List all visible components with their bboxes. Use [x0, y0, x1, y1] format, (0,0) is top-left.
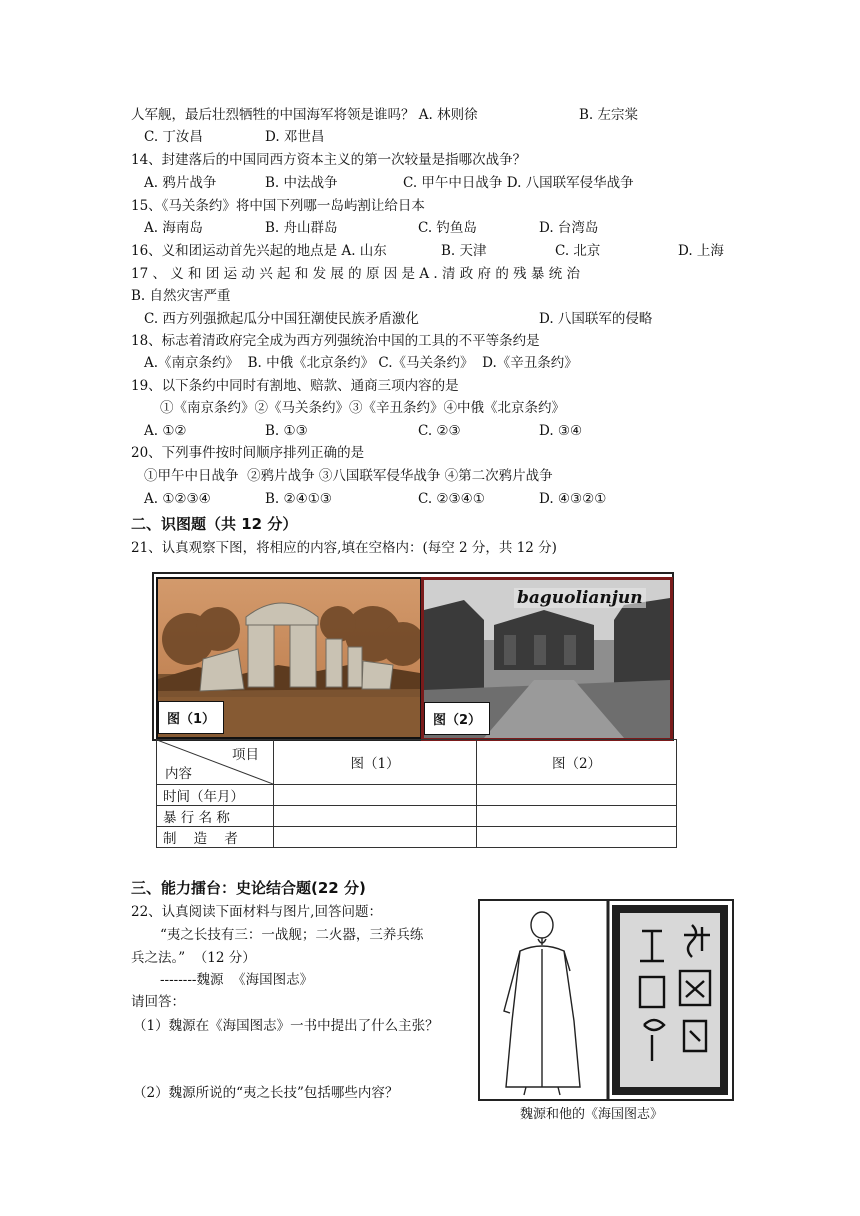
- q13-option-b: B. 左宗棠: [579, 107, 639, 123]
- q16-option-c: C. 北京: [555, 243, 601, 259]
- figure-1-photo: [156, 577, 422, 739]
- figure-2-overlay-text: baguolianjun: [514, 588, 646, 608]
- table-row: [157, 806, 677, 827]
- answer-table: [156, 739, 677, 848]
- q17-option-b: B. 自然灾害严重: [131, 288, 231, 304]
- q20-items: ①甲午中日战争 ②鸦片战争 ③八国联军侵华战争 ④第二次鸦片战争: [144, 468, 553, 484]
- q15-option-a: A. 海南岛: [144, 220, 203, 236]
- row-label-atrocity: 暴 行 名 称: [157, 806, 274, 827]
- col-header-1: 图（1）: [274, 740, 477, 785]
- q22-stem: 22、认真阅读下面材料与图片,回答问题：: [131, 904, 382, 920]
- q18-stem: 18、标志着清政府完全成为西方列强统治中国的工具的不平等条约是: [131, 333, 540, 349]
- figure-1-label: 图（1）: [158, 701, 224, 734]
- quote-line-1: “夷之长技有三：一战舰；二火器，三养兵练: [160, 927, 424, 943]
- q17-option-c: C. 西方列强掀起瓜分中国狂潮使民族矛盾激化: [144, 311, 419, 327]
- col-header-2: 图（2）: [477, 740, 677, 785]
- q13-option-c: C. 丁汝昌: [144, 129, 203, 145]
- subquestion-1: （1）魏源在《海国图志》一书中提出了什么主张？: [133, 1018, 439, 1034]
- q13-tail: 人军舰，最后壮烈牺牲的中国海军将领是谁吗？ A. 林则徐: [131, 107, 478, 123]
- weiyuan-figure: [478, 899, 734, 1101]
- figure-caption: 魏源和他的《海国图志》: [520, 1107, 664, 1122]
- table-row: [157, 785, 677, 806]
- weiyuan-portrait-illustration: [480, 901, 732, 1099]
- answer-cell[interactable]: [274, 806, 477, 827]
- q19-option-d: D. ③④: [539, 423, 583, 439]
- corner-bottom-label: 内容: [165, 766, 192, 782]
- figure-2-label: 图（2）: [424, 702, 490, 735]
- figure-pair: [152, 572, 674, 741]
- q14-option-b: B. 中法战争: [265, 175, 338, 191]
- figure-2-photo: [421, 577, 673, 741]
- q19-option-b: B. ①③: [265, 423, 308, 439]
- q15-option-c: C. 钓鱼岛: [418, 220, 477, 236]
- section3-heading: 三、能力擂台：史论结合题(22 分): [131, 879, 366, 897]
- section2-heading: 二、识图题（共 12 分）: [131, 515, 298, 533]
- answer-cell[interactable]: [477, 827, 677, 848]
- q15-option-b: B. 舟山群岛: [265, 220, 338, 236]
- q14-option-cd: C. 甲午中日战争 D. 八国联军侵华战争: [403, 175, 634, 191]
- table-corner-cell: [157, 740, 274, 785]
- answer-cell[interactable]: [274, 785, 477, 806]
- q13-option-d: D. 邓世昌: [265, 129, 325, 145]
- corner-top-label: 项目: [232, 747, 259, 763]
- q16-option-d: D. 上海: [678, 243, 724, 259]
- q15-option-d: D. 台湾岛: [539, 220, 599, 236]
- q14-option-a: A. 鸦片战争: [144, 175, 217, 191]
- row-label-perpetrator: 制 造 者: [157, 827, 274, 848]
- quote-source: --------魏源 《海国图志》: [160, 972, 314, 988]
- q20-option-d: D. ④③②①: [539, 491, 607, 507]
- q14-stem: 14、封建落后的中国同西方资本主义的第一次较量是指哪次战争？: [131, 152, 527, 168]
- table-row: [157, 827, 677, 848]
- answer-cell[interactable]: [477, 785, 677, 806]
- q21-stem: 21、认真观察下图，将相应的内容,填在空格内：(每空 2 分，共 12 分): [131, 540, 557, 556]
- q17-stem: 17 、 义 和 团 运 动 兴 起 和 发 展 的 原 因 是 A . 清 政 府 的 残 暴 统 治: [131, 266, 580, 282]
- row-label-time: 时间（年月）: [157, 785, 274, 806]
- q16-option-b: B. 天津: [441, 243, 487, 259]
- q15-stem: 15、《马关条约》将中国下列哪一岛屿割让给日本: [131, 198, 425, 214]
- q16-stem: 16、义和团运动首先兴起的地点是 A. 山东: [131, 243, 387, 259]
- answer-cell[interactable]: [477, 806, 677, 827]
- q18-options: A.《南京条约》 B. 中俄《北京条约》 C.《马关条约》 D.《辛丑条约》: [144, 355, 578, 371]
- q19-stem: 19、以下条约中同时有割地、赔款、通商三项内容的是: [131, 378, 459, 394]
- q20-stem: 20、下列事件按时间顺序排列正确的是: [131, 445, 365, 461]
- answer-cell[interactable]: [274, 827, 477, 848]
- q19-option-c: C. ②③: [418, 423, 461, 439]
- answer-prompt: 请回答：: [131, 994, 185, 1010]
- quote-line-2: 兵之法。” （12 分）: [131, 950, 256, 966]
- q19-items: ①《南京条约》②《马关条约》③《辛丑条约》④中俄《北京条约》: [160, 400, 565, 416]
- q20-option-c: C. ②③④①: [418, 491, 485, 507]
- subquestion-2: （2）魏源所说的“夷之长技”包括哪些内容？: [133, 1085, 399, 1101]
- q17-option-d: D. 八国联军的侵略: [539, 311, 653, 327]
- q20-option-b: B. ②④①③: [265, 491, 332, 507]
- q19-option-a: A. ①②: [144, 423, 187, 439]
- q20-option-a: A. ①②③④: [144, 491, 211, 507]
